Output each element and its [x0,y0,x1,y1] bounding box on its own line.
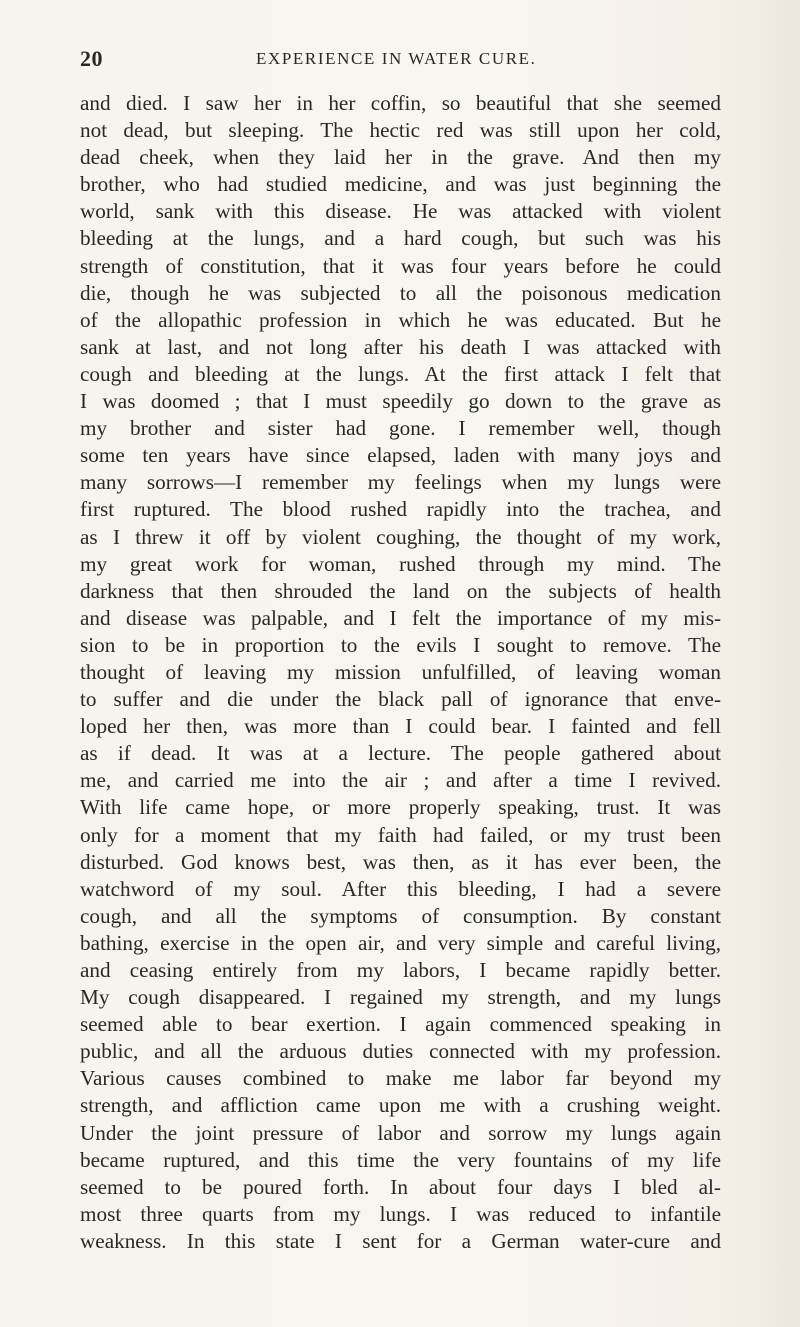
text-line: bathing, exercise in the open air, and very simple and careful living, [80,930,721,955]
text-line: me, and carried me into the air ; and after a time I revived. [80,768,721,793]
text-line: my brother and sister had gone. I remember well, though [80,416,721,441]
text-line: sank at last, and not long after his death I was attacked with [80,334,721,359]
text-line: My cough disappeared. I regained my strength, and my lungs [80,985,721,1010]
text-line: die, though he was subjected to all the poisonous medication [80,280,721,305]
text-line: strength of constitution, that it was four years before he could [80,253,721,278]
running-head: EXPERIENCE IN WATER CURE. [256,49,537,68]
text-line: cough, and all the symptoms of consumption. By constant [80,903,721,928]
text-line: watchword of my soul. After this bleeding, I had a severe [80,876,721,901]
text-line: weakness. In this state I sent for a German water-cure and [80,1228,721,1253]
text-line: loped her then, was more than I could bear. I fainted and fell [80,714,721,739]
text-line: brother, who had studied medicine, and was just beginning the [80,172,721,197]
text-line: some ten years have since elapsed, laden with many joys and [80,443,721,468]
text-line: and disease was palpable, and I felt the importance of my mis- [80,605,721,630]
text-line: to suffer and die under the black pall of ignorance that enve- [80,687,721,712]
text-line: became ruptured, and this time the very fountains of my life [80,1147,721,1172]
text-line: only for a moment that my faith had failed, or my trust been [80,822,721,847]
text-line: as I threw it off by violent coughing, the thought of my work, [80,524,721,549]
text-line: public, and all the arduous duties connected with my profession. [80,1039,721,1064]
text-line: of the allopathic profession in which he was educated. But he [80,307,721,332]
text-line: dead cheek, when they laid her in the grave. And then my [80,145,721,170]
text-line: most three quarts from my lungs. I was reduced to infantile [80,1201,721,1226]
text-line: sion to be in proportion to the evils I sought to remove. The [80,632,721,657]
text-line: I was doomed ; that I must speedily go down to the grave as [80,389,721,414]
body-text [80,90,721,1255]
text-line: Various causes combined to make me labor far beyond my [80,1066,721,1091]
text-line: seemed to be poured forth. In about four days I bled al- [80,1174,721,1199]
text-line: as if dead. It was at a lecture. The people gathered about [80,741,721,766]
text-line: my great work for woman, rushed through my mind. The [80,551,721,576]
text-line: seemed able to bear exertion. I again commenced speaking in [80,1012,721,1037]
text-line: darkness that then shrouded the land on the subjects of health [80,578,721,603]
text-line: world, sank with this disease. He was attacked with violent [80,199,721,224]
text-line: strength, and affliction came upon me with a crushing weight. [80,1093,721,1118]
text-line: first ruptured. The blood rushed rapidly into the trachea, and [80,497,721,522]
page-number: 20 [80,46,103,71]
text-line: and ceasing entirely from my labors, I became rapidly better. [80,958,721,982]
text-line: thought of leaving my mission unfulfilled, of leaving woman [80,659,721,684]
page-header [80,46,720,74]
text-line: not dead, but sleeping. The hectic red was still upon her cold, [80,118,721,143]
text-line: With life came hope, or more properly speaking, trust. It was [80,795,721,820]
text-line: Under the joint pressure of labor and sorrow my lungs again [80,1120,721,1145]
text-line: and died. I saw her in her coffin, so beautiful that she seemed [80,91,721,115]
text-line: disturbed. God knows best, was then, as it has ever been, the [80,849,721,874]
text-line: many sorrows—I remember my feelings when my lungs were [80,470,721,495]
text-line: bleeding at the lungs, and a hard cough, but such was his [80,226,721,251]
text-line: cough and bleeding at the lungs. At the first attack I felt that [80,361,721,386]
